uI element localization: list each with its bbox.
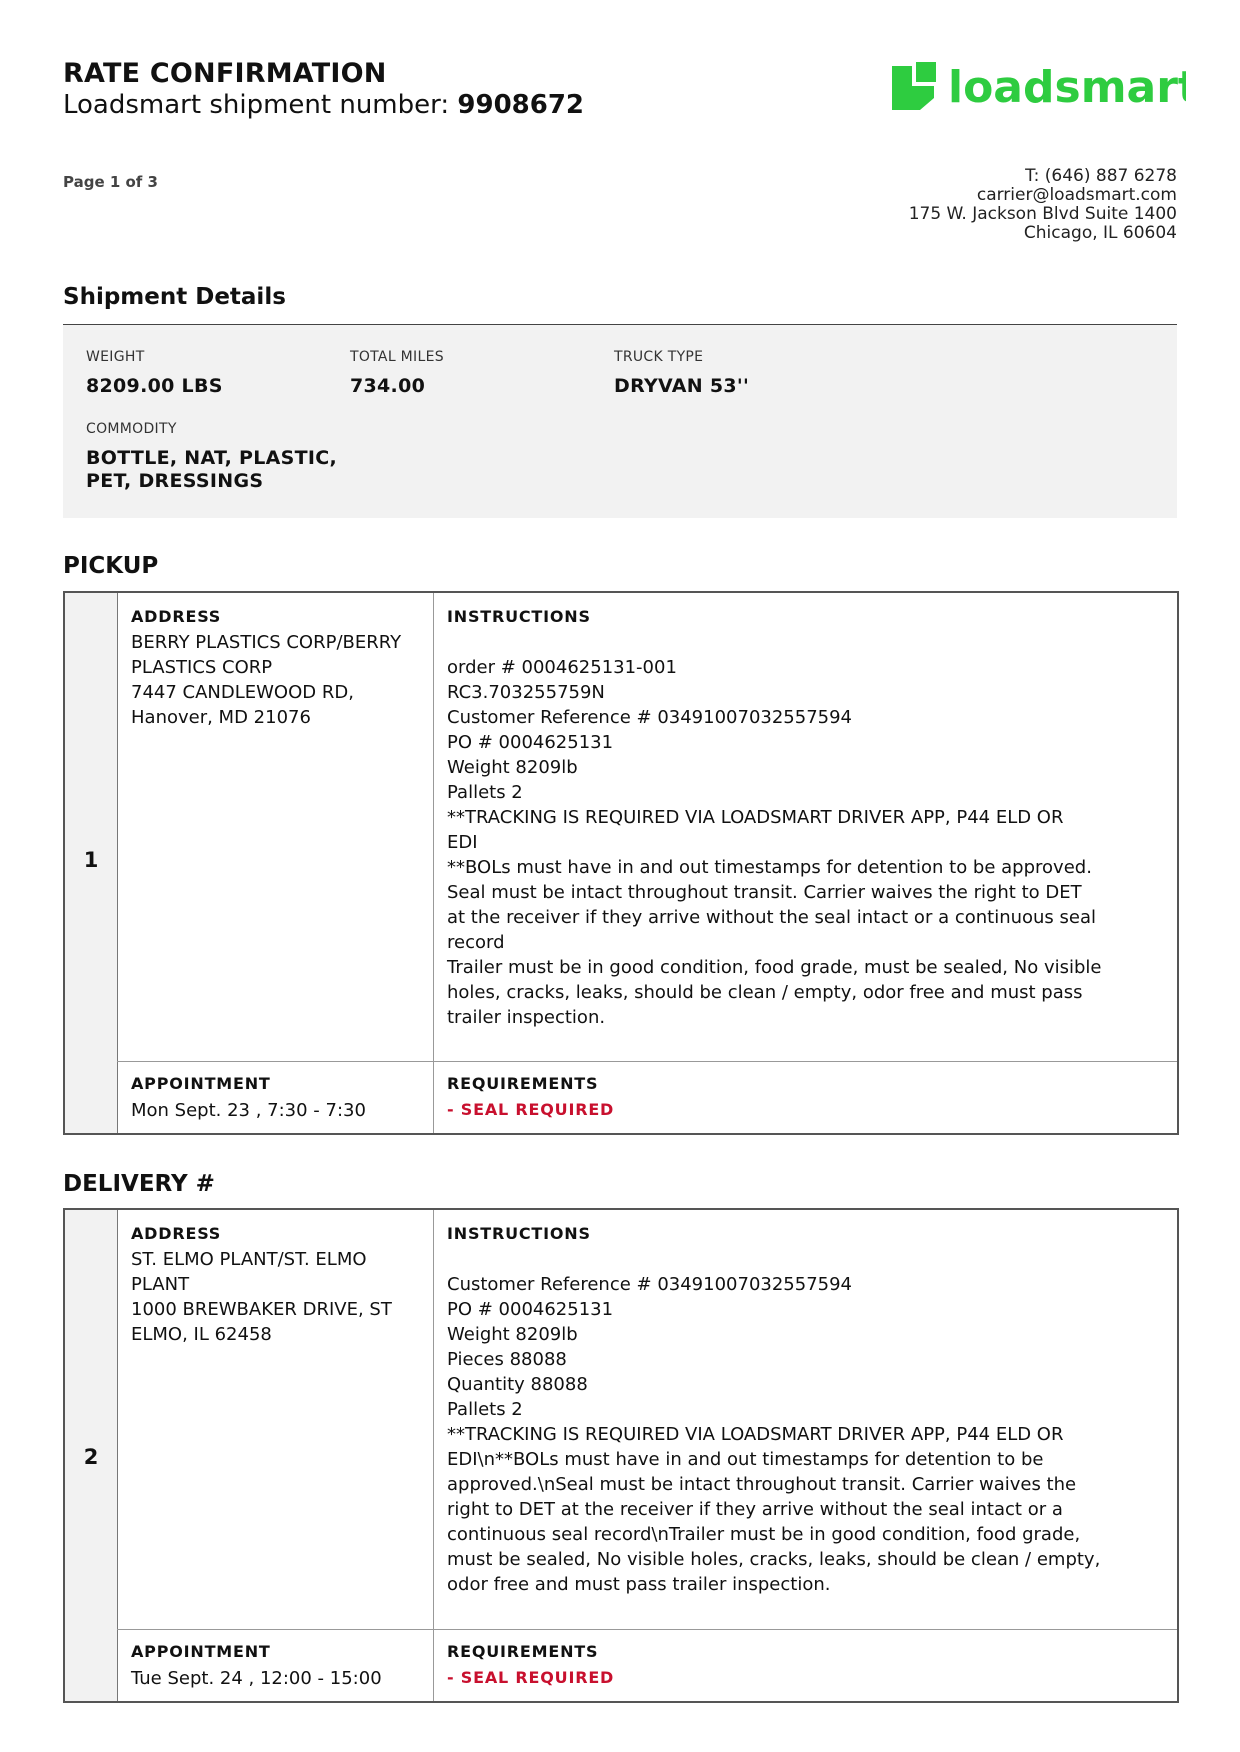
delivery-stop-number: 2 bbox=[83, 1445, 99, 1469]
shipment-number: 9908672 bbox=[457, 90, 585, 120]
logo-mark-icon bbox=[892, 62, 936, 110]
commodity-line-2: PET, DRESSINGS bbox=[86, 470, 264, 492]
delivery-instructions-label: INSTRUCTIONS bbox=[447, 1224, 591, 1243]
delivery-address: ST. ELMO PLANT/ST. ELMO PLANT 1000 BREWBAKER DRIVE, ST ELMO, IL 62458 bbox=[131, 1249, 392, 1345]
delivery-requirements-label: REQUIREMENTS bbox=[447, 1642, 599, 1661]
truck-type-value: DRYVAN 53'' bbox=[614, 375, 750, 397]
pickup-appointment: Mon Sept. 23 , 7:30 - 7:30 bbox=[131, 1100, 366, 1121]
delivery-row-divider bbox=[117, 1629, 1177, 1630]
shipment-details-title: Shipment Details bbox=[63, 284, 286, 310]
commodity-value bbox=[86, 447, 337, 493]
pickup-stop-number: 1 bbox=[83, 848, 99, 872]
pickup-title: PICKUP bbox=[63, 553, 159, 579]
contact-email: carrier@loadsmart.com bbox=[976, 185, 1177, 205]
contact-block bbox=[909, 167, 1177, 243]
delivery-column-divider bbox=[433, 1210, 434, 1701]
loadsmart-logo bbox=[890, 58, 1186, 114]
delivery-stop-table bbox=[63, 1208, 1179, 1703]
contact-phone: T: (646) 887 6278 bbox=[1025, 166, 1177, 186]
delivery-address-label: ADDRESS bbox=[131, 1224, 222, 1243]
delivery-instructions: Customer Reference # 03491007032557594 PO # 0004625131 Weight 8209lb Pieces 88088 Quantity 88088 Pallets 2 **TRACKING IS REQUIRED VIA LOADSMART DRIVER APP, P44 ELD OR EDI\n**BOLs must have in and out timestamps for detention to be approved.\nSeal must be intact throughout transit. Carrier waives the right to DET at the receiver if they arrive without the seal intact or a continuous seal record\nTrailer must be in good condition, food grade, must be sealed, No visible holes, cracks, leaks, should be clean / empty, odor free and must pass trailer inspection. bbox=[447, 1274, 1101, 1595]
page-indicator: Page 1 of 3 bbox=[63, 173, 158, 191]
pickup-row-divider bbox=[117, 1061, 1177, 1062]
commodity-label: COMMODITY bbox=[86, 421, 177, 437]
truck-type-label: TRUCK TYPE bbox=[614, 349, 704, 365]
pickup-address: BERRY PLASTICS CORP/BERRY PLASTICS CORP 7447 CANDLEWOOD RD, Hanover, MD 21076 bbox=[131, 632, 402, 728]
pickup-stop-table bbox=[63, 591, 1179, 1135]
pickup-instructions-label: INSTRUCTIONS bbox=[447, 607, 591, 626]
total-miles-label: TOTAL MILES bbox=[350, 349, 444, 365]
total-miles-value: 734.00 bbox=[350, 375, 426, 397]
pickup-address-label: ADDRESS bbox=[131, 607, 222, 626]
delivery-appointment-label: APPOINTMENT bbox=[131, 1642, 271, 1661]
shipment-number-label: Loadsmart shipment number: bbox=[63, 90, 450, 120]
logo-wordmark: loadsmart bbox=[948, 62, 1186, 113]
delivery-requirement-seal: - SEAL REQUIRED bbox=[447, 1668, 615, 1687]
document-title: RATE CONFIRMATION bbox=[63, 58, 387, 89]
delivery-title: DELIVERY # bbox=[63, 1171, 215, 1197]
pickup-requirement-seal: - SEAL REQUIRED bbox=[447, 1100, 615, 1119]
commodity-line-1: BOTTLE, NAT, PLASTIC, bbox=[86, 447, 338, 469]
shipment-details-box bbox=[63, 324, 1177, 518]
contact-address-line1: 175 W. Jackson Blvd Suite 1400 bbox=[908, 204, 1177, 224]
weight-label: WEIGHT bbox=[86, 349, 145, 365]
shipment-number-line bbox=[63, 90, 584, 120]
delivery-appointment: Tue Sept. 24 , 12:00 - 15:00 bbox=[131, 1668, 382, 1689]
weight-value: 8209.00 LBS bbox=[86, 375, 223, 397]
pickup-instructions: order # 0004625131-001 RC3.703255759N Customer Reference # 03491007032557594 PO # 0004625131 Weight 8209lb Pallets 2 **TRACKING IS REQUIRED VIA LOADSMART DRIVER APP, P44 ELD OR EDI **BOLs must have in and out timestamps for detention to be approved. Seal must be intact throughout transit. Carrier waives the right to DET at the receiver if they arrive without the seal intact or a continuous seal record Trailer must be in good condition, food grade, must be sealed, No visible holes, cracks, leaks, should be clean / empty, odor free and must pass trailer inspection. bbox=[447, 657, 1102, 1028]
contact-address-line2: Chicago, IL 60604 bbox=[1023, 223, 1177, 243]
pickup-requirements-label: REQUIREMENTS bbox=[447, 1074, 599, 1093]
pickup-appointment-label: APPOINTMENT bbox=[131, 1074, 271, 1093]
pickup-column-divider bbox=[433, 593, 434, 1133]
